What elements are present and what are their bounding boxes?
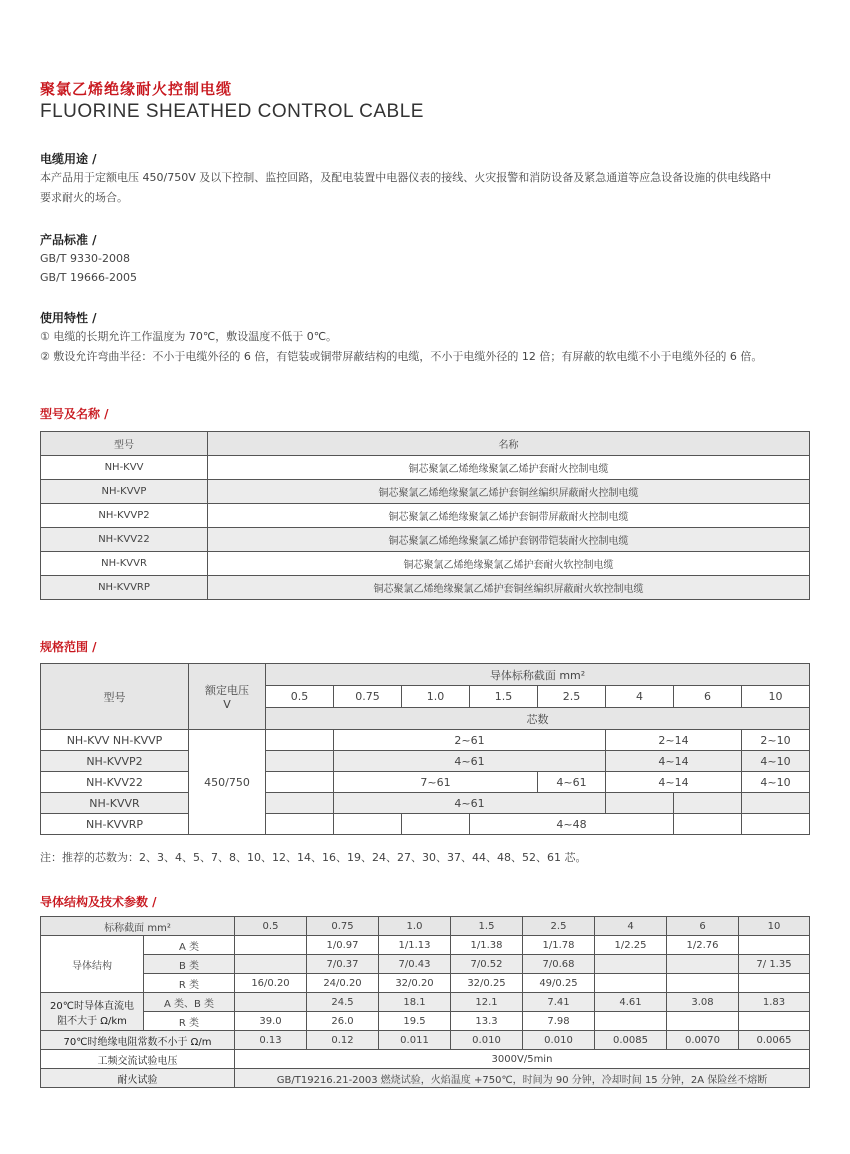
value-cell bbox=[667, 1012, 739, 1031]
name-cell: 铜芯聚氯乙烯绝缘聚氯乙烯护套钢带铠装耐火控制电缆 bbox=[208, 528, 810, 552]
value-cell: 1/2.76 bbox=[667, 936, 739, 955]
tech-table bbox=[40, 916, 810, 1088]
cores-cell: 2~10 bbox=[742, 730, 810, 751]
struct-label: 导体结构 bbox=[41, 936, 144, 993]
name-cell: 铜芯聚氯乙烯绝缘聚氯乙烯护套铜丝编织屏蔽耐火控制电缆 bbox=[208, 480, 810, 504]
fire-test-value: GB/T19216.21-2003 燃烧试验，火焰温度 +750℃，时间为 90 分钟，冷却时间 15 分钟，2A 保险丝不熔断 bbox=[235, 1069, 810, 1088]
feature-item-1: ① 电缆的长期允许工作温度为 70℃，敷设温度不低于 0℃。 bbox=[40, 330, 338, 343]
models-col-name: 名称 bbox=[208, 432, 810, 456]
value-cell: 13.3 bbox=[451, 1012, 523, 1031]
size-cell: 0.75 bbox=[334, 686, 402, 708]
cores-cell: 2~61 bbox=[334, 730, 606, 751]
value-cell: 0.13 bbox=[235, 1031, 307, 1050]
size-cell: 0.5 bbox=[235, 917, 307, 936]
size-cell: 6 bbox=[674, 686, 742, 708]
cores-cell: 4~48 bbox=[470, 814, 674, 835]
class-r-label: R 类 bbox=[144, 974, 235, 993]
value-cell: 1/1.13 bbox=[379, 936, 451, 955]
value-cell: 0.011 bbox=[379, 1031, 451, 1050]
spec-col-voltage-unit: V bbox=[223, 698, 231, 711]
name-cell: 铜芯聚氯乙烯绝缘聚氯乙烯护套耐火软控制电缆 bbox=[208, 552, 810, 576]
tech-col-section: 标称截面 mm² bbox=[41, 917, 235, 936]
size-cell: 2.5 bbox=[538, 686, 606, 708]
value-cell bbox=[235, 955, 307, 974]
spec-model-cell: NH-KVVP2 bbox=[41, 751, 189, 772]
value-cell: 7/0.68 bbox=[523, 955, 595, 974]
cores-cell: 2~14 bbox=[606, 730, 742, 751]
value-cell: 7.41 bbox=[523, 993, 595, 1012]
size-cell: 6 bbox=[667, 917, 739, 936]
models-heading: 型号及名称 / bbox=[40, 407, 109, 421]
class-b-label: B 类 bbox=[144, 955, 235, 974]
spec-heading: 规格范围 / bbox=[40, 640, 97, 654]
size-cell: 0.5 bbox=[266, 686, 334, 708]
size-cell: 0.75 bbox=[307, 917, 379, 936]
value-cell: 0.0070 bbox=[667, 1031, 739, 1050]
spec-table bbox=[40, 663, 810, 835]
value-cell: 0.010 bbox=[523, 1031, 595, 1050]
usage-text-1: 本产品用于定额电压 450/750V 及以下控制、监控回路，及配电装置中电器仪表的接线、火灾报警和消防设备及紧急通道等应急设备设施的供电线路中 bbox=[40, 171, 772, 184]
value-cell: 7/0.52 bbox=[451, 955, 523, 974]
value-cell: 7.98 bbox=[523, 1012, 595, 1031]
value-cell: 32/0.20 bbox=[379, 974, 451, 993]
value-cell: 4.61 bbox=[595, 993, 667, 1012]
value-cell: 7/0.37 bbox=[307, 955, 379, 974]
res-r-label: R 类 bbox=[144, 1012, 235, 1031]
model-cell: NH-KVVR bbox=[41, 552, 208, 576]
value-cell: 1/2.25 bbox=[595, 936, 667, 955]
value-cell: 1/0.97 bbox=[307, 936, 379, 955]
cores-cell: 4~10 bbox=[742, 751, 810, 772]
page-title-cn: 聚氯乙烯绝缘耐火控制电缆 bbox=[40, 80, 233, 98]
size-cell: 2.5 bbox=[523, 917, 595, 936]
value-cell: 1/1.38 bbox=[451, 936, 523, 955]
value-cell bbox=[739, 936, 810, 955]
cores-cell: 4~61 bbox=[538, 772, 606, 793]
value-cell bbox=[739, 974, 810, 993]
value-cell: 39.0 bbox=[235, 1012, 307, 1031]
value-cell bbox=[235, 993, 307, 1012]
cores-cell: 4~61 bbox=[334, 751, 606, 772]
standard-item-1: GB/T 9330-2008 bbox=[40, 252, 130, 265]
cores-cell: 4~61 bbox=[334, 793, 606, 814]
size-cell: 1.0 bbox=[402, 686, 470, 708]
value-cell: 18.1 bbox=[379, 993, 451, 1012]
fire-test-label: 耐火试验 bbox=[41, 1069, 235, 1088]
spec-model-cell: NH-KVVR bbox=[41, 793, 189, 814]
model-cell: NH-KVVP bbox=[41, 480, 208, 504]
spec-col-model: 型号 bbox=[41, 664, 189, 730]
size-cell: 4 bbox=[606, 686, 674, 708]
value-cell: 7/0.43 bbox=[379, 955, 451, 974]
spec-col-section: 导体标称截面 mm² bbox=[266, 664, 810, 686]
page-title-en: FLUORINE SHEATHED CONTROL CABLE bbox=[40, 101, 424, 122]
spec-voltage-cell: 450/750 bbox=[189, 730, 266, 835]
usage-text-2: 要求耐火的场合。 bbox=[40, 191, 128, 204]
feature-item-2: ② 敷设允许弯曲半径：不小于电缆外径的 6 倍，有铠装或铜带屏蔽结构的电缆，不小于电缆外径的 12 倍；有屏蔽的软电缆不小于电缆外径的 6 倍。 bbox=[40, 350, 763, 363]
resistance-label bbox=[41, 993, 144, 1031]
value-cell bbox=[739, 1012, 810, 1031]
insulation-label: 70℃时绝缘电阻常数不小于 Ω/m bbox=[41, 1031, 235, 1050]
size-cell: 10 bbox=[739, 917, 810, 936]
size-cell: 10 bbox=[742, 686, 810, 708]
class-a-label: A 类 bbox=[144, 936, 235, 955]
cores-cell: 4~14 bbox=[606, 772, 742, 793]
value-cell: 0.010 bbox=[451, 1031, 523, 1050]
size-cell: 1.5 bbox=[451, 917, 523, 936]
value-cell: 7/ 1.35 bbox=[739, 955, 810, 974]
value-cell: 3.08 bbox=[667, 993, 739, 1012]
resistance-label-line-1: 20℃时导体直流电 bbox=[50, 1000, 134, 1012]
spec-col-voltage-label: 额定电压 bbox=[205, 684, 249, 697]
value-cell bbox=[595, 955, 667, 974]
size-cell: 1.0 bbox=[379, 917, 451, 936]
name-cell: 铜芯聚氯乙烯绝缘聚氯乙烯护套耐火控制电缆 bbox=[208, 456, 810, 480]
value-cell: 32/0.25 bbox=[451, 974, 523, 993]
value-cell: 1/1.78 bbox=[523, 936, 595, 955]
model-cell: NH-KVVRP bbox=[41, 576, 208, 600]
value-cell bbox=[595, 1012, 667, 1031]
ac-test-label: 工频交流试验电压 bbox=[41, 1050, 235, 1069]
models-table bbox=[40, 431, 810, 600]
model-cell: NH-KVV22 bbox=[41, 528, 208, 552]
name-cell: 铜芯聚氯乙烯绝缘聚氯乙烯护套铜带屏蔽耐火控制电缆 bbox=[208, 504, 810, 528]
standards-heading: 产品标准 / bbox=[40, 233, 97, 247]
standard-item-2: GB/T 19666-2005 bbox=[40, 271, 137, 284]
res-ab-label: A 类、B 类 bbox=[144, 993, 235, 1012]
value-cell: 24/0.20 bbox=[307, 974, 379, 993]
size-cell: 4 bbox=[595, 917, 667, 936]
value-cell: 0.0085 bbox=[595, 1031, 667, 1050]
spec-model-cell: NH-KVVRP bbox=[41, 814, 189, 835]
model-cell: NH-KVVP2 bbox=[41, 504, 208, 528]
value-cell: 16/0.20 bbox=[235, 974, 307, 993]
cores-cell: 7~61 bbox=[334, 772, 538, 793]
value-cell bbox=[235, 936, 307, 955]
ac-test-value: 3000V/5min bbox=[235, 1050, 810, 1069]
spec-col-cores: 芯数 bbox=[266, 708, 810, 730]
models-col-model: 型号 bbox=[41, 432, 208, 456]
value-cell bbox=[667, 955, 739, 974]
spec-col-voltage bbox=[189, 664, 266, 730]
value-cell bbox=[667, 974, 739, 993]
spec-model-cell: NH-KVV22 bbox=[41, 772, 189, 793]
value-cell: 19.5 bbox=[379, 1012, 451, 1031]
cores-cell: 4~10 bbox=[742, 772, 810, 793]
features-heading: 使用特性 / bbox=[40, 311, 97, 325]
value-cell: 26.0 bbox=[307, 1012, 379, 1031]
tech-heading: 导体结构及技术参数 / bbox=[40, 895, 157, 909]
value-cell: 49/0.25 bbox=[523, 974, 595, 993]
model-cell: NH-KVV bbox=[41, 456, 208, 480]
value-cell: 0.0065 bbox=[739, 1031, 810, 1050]
spec-note: 注：推荐的芯数为：2、3、4、5、7、8、10、12、14、16、19、24、27、30、37、44、48、52、61 芯。 bbox=[40, 851, 587, 864]
usage-heading: 电缆用途 / bbox=[40, 152, 97, 166]
resistance-label-line-2: 阻不大于 Ω/km bbox=[57, 1015, 127, 1027]
value-cell: 0.12 bbox=[307, 1031, 379, 1050]
value-cell: 24.5 bbox=[307, 993, 379, 1012]
value-cell: 12.1 bbox=[451, 993, 523, 1012]
value-cell: 1.83 bbox=[739, 993, 810, 1012]
name-cell: 铜芯聚氯乙烯绝缘聚氯乙烯护套铜丝编织屏蔽耐火软控制电缆 bbox=[208, 576, 810, 600]
size-cell: 1.5 bbox=[470, 686, 538, 708]
cores-cell: 4~14 bbox=[606, 751, 742, 772]
spec-model-cell: NH-KVV NH-KVVP bbox=[41, 730, 189, 751]
value-cell bbox=[595, 974, 667, 993]
